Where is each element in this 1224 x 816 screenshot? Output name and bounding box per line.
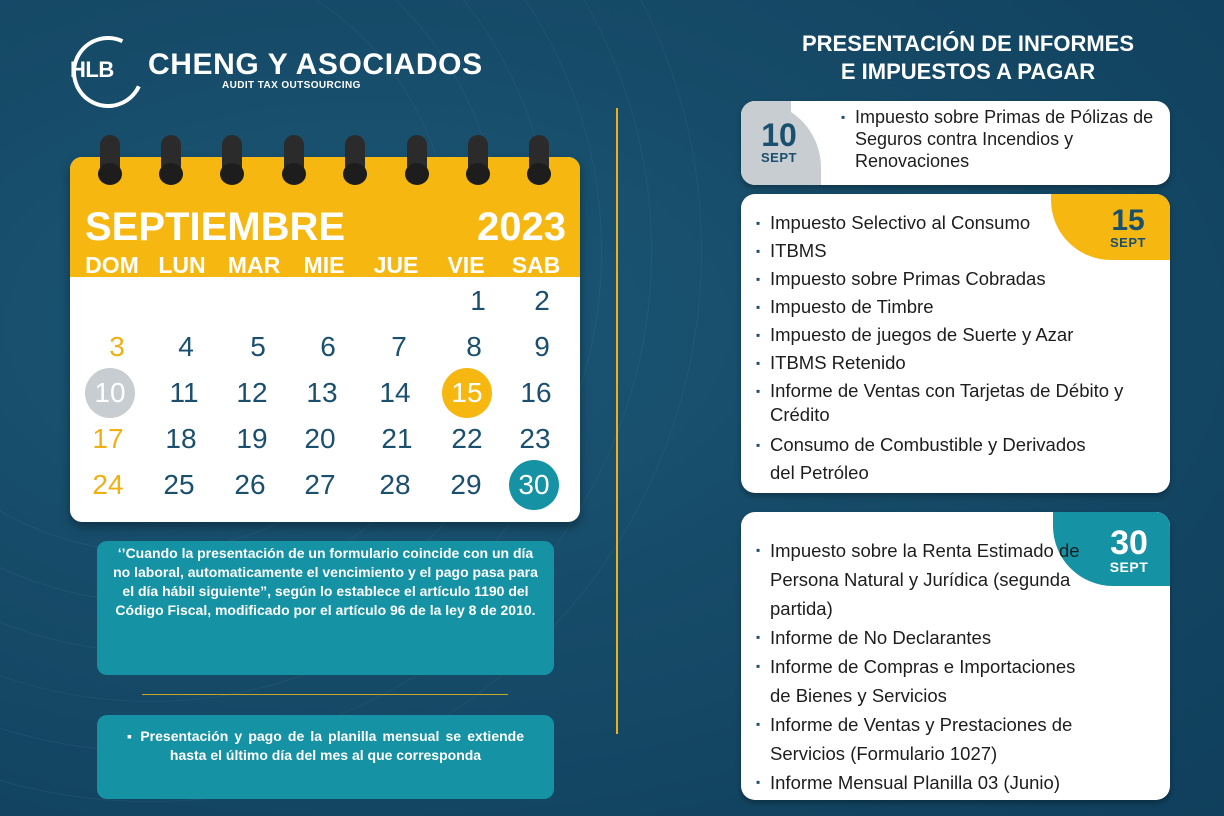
panel-title-line: E IMPUESTOS A PAGAR bbox=[840, 59, 1096, 84]
binder-ring-icon bbox=[407, 135, 427, 183]
calendar-day: 1 bbox=[470, 285, 486, 316]
binder-ring-icon bbox=[161, 135, 181, 183]
weekday-label: SAB bbox=[511, 252, 561, 278]
calendar-day: 13 bbox=[306, 377, 338, 408]
calendar-day: 18 bbox=[165, 423, 197, 454]
binder-ring-icon bbox=[284, 135, 304, 183]
calendar-day-highlight-30: 30 bbox=[509, 460, 559, 510]
calendar-day: 6 bbox=[320, 331, 336, 362]
calendar-day: 4 bbox=[178, 331, 194, 362]
calendar-day: 27 bbox=[304, 469, 336, 500]
badge-day: 10 bbox=[761, 117, 797, 153]
binder-ring-icon bbox=[345, 135, 365, 183]
company-logo bbox=[68, 30, 508, 110]
company-tagline: AUDIT TAX OUTSOURCING bbox=[222, 80, 361, 91]
calendar-day: 21 bbox=[381, 423, 413, 454]
calendar-year: 2023 bbox=[477, 205, 566, 249]
deadline-list bbox=[756, 211, 1136, 487]
calendar-header bbox=[70, 157, 580, 277]
calendar-day: 7 bbox=[391, 331, 407, 362]
calendar-day: 26 bbox=[234, 469, 266, 500]
deadline-list bbox=[841, 106, 1161, 172]
badge-month: SEPT bbox=[1109, 559, 1149, 575]
calendar-day: 23 bbox=[519, 423, 551, 454]
badge-month: SEPT bbox=[761, 150, 797, 165]
logo-mark: HLB bbox=[70, 57, 114, 82]
panel-title bbox=[762, 30, 1174, 86]
binder-ring-icon bbox=[222, 135, 242, 183]
binder-ring-icon bbox=[100, 135, 120, 183]
calendar-day: 29 bbox=[450, 469, 482, 500]
company-name: CHENG Y ASOCIADOS bbox=[148, 48, 483, 81]
list-item: ▪ Impuesto sobre Primas Cobradas bbox=[756, 267, 1136, 291]
calendar-day: 9 bbox=[534, 331, 550, 362]
calendar-month: SEPTIEMBRE bbox=[85, 205, 346, 249]
weekday-label: LUN bbox=[158, 252, 206, 278]
list-item: ▪ Informe de Ventas y Prestaciones de Servicios (Formulario 1027) bbox=[756, 710, 1081, 768]
date-badge bbox=[1093, 526, 1165, 574]
calendar-day-highlight-15: 15 bbox=[442, 368, 492, 418]
calendar bbox=[70, 157, 580, 522]
weekday-label: MIE bbox=[303, 252, 345, 278]
divider bbox=[142, 694, 508, 695]
list-item: ▪ Informe de Compras e Importaciones de Bienes y Servicios bbox=[756, 652, 1081, 710]
badge-month: SEPT bbox=[1110, 235, 1146, 250]
list-item: ▪ Impuesto sobre Primas de Pólizas de Seguros contra Incendios y Renovaciones bbox=[841, 106, 1161, 172]
list-item: ▪ Consumo de Combustible y Derivados del Petróleo bbox=[756, 431, 1105, 487]
calendar-day-highlight-10: 10 bbox=[85, 368, 135, 418]
weekday-label: VIE bbox=[447, 252, 485, 278]
calendar-day: 19 bbox=[236, 423, 268, 454]
calendar-day: 5 bbox=[250, 331, 266, 362]
calendar-day: 24 bbox=[92, 469, 124, 500]
calendar-day: 28 bbox=[379, 469, 411, 500]
calendar-day: 25 bbox=[163, 469, 195, 500]
calendar-day: 14 bbox=[379, 377, 411, 408]
calendar-day: 3 bbox=[109, 331, 125, 362]
calendar-day: 11 bbox=[169, 377, 199, 408]
weekday-label: DOM bbox=[85, 252, 139, 278]
calendar-day: 22 bbox=[451, 423, 483, 454]
vertical-divider bbox=[616, 108, 618, 734]
calendar-day: 20 bbox=[304, 423, 336, 454]
weekday-label: MAR bbox=[227, 252, 281, 278]
binder-ring-icon bbox=[468, 135, 488, 183]
planilla-note: ▪ Presentación y pago de la planilla mensual se extiende hasta el último día del mes al que corresponda bbox=[97, 715, 554, 799]
list-item: ▪ Informe de No Declarantes bbox=[756, 623, 1081, 652]
deadline-list bbox=[756, 536, 1081, 797]
list-item: ▪ Impuesto sobre la Renta Estimado de Persona Natural y Jurídica (segunda partida) bbox=[756, 536, 1080, 623]
list-item: ▪ ITBMS Retenido bbox=[756, 351, 1136, 375]
deadline-card-30 bbox=[741, 512, 1170, 800]
deadline-card-10 bbox=[741, 101, 1170, 185]
list-item: ▪ Impuesto de juegos de Suerte y Azar bbox=[756, 323, 1136, 347]
list-item: ▪ Impuesto de Timbre bbox=[756, 295, 1136, 319]
calendar-day: 2 bbox=[534, 285, 550, 316]
legal-note: ‘’Cuando la presentación de un formulario coincide con un día no laboral, automaticamente el vencimiento y el pago pasa para el día hábil siguiente”, según lo establece el artículo 1190 del Código Fiscal, modificado por el artículo 96 de la ley 8 de 2010. bbox=[97, 541, 554, 675]
date-badge bbox=[751, 119, 807, 164]
list-item: ▪ Informe Mensual Planilla 03 (Junio) bbox=[756, 768, 1081, 797]
list-item: ▪ ITBMS bbox=[756, 239, 1136, 263]
calendar-day: 16 bbox=[520, 377, 552, 408]
calendar-day: 8 bbox=[466, 331, 482, 362]
calendar-day: 12 bbox=[236, 377, 268, 408]
deadline-card-15 bbox=[741, 194, 1170, 493]
binder-ring-icon bbox=[529, 135, 549, 183]
list-item: ▪ Impuesto Selectivo al Consumo bbox=[756, 211, 1136, 235]
calendar-day: 17 bbox=[92, 423, 124, 454]
weekday-label: JUE bbox=[373, 252, 419, 278]
panel-title-line: PRESENTACIÓN DE INFORMES bbox=[801, 31, 1135, 56]
list-item: ▪ Informe de Ventas con Tarjetas de Débito y Crédito bbox=[756, 379, 1135, 427]
badge-day: 30 bbox=[1110, 524, 1148, 562]
badge-day: 15 bbox=[1111, 204, 1145, 237]
